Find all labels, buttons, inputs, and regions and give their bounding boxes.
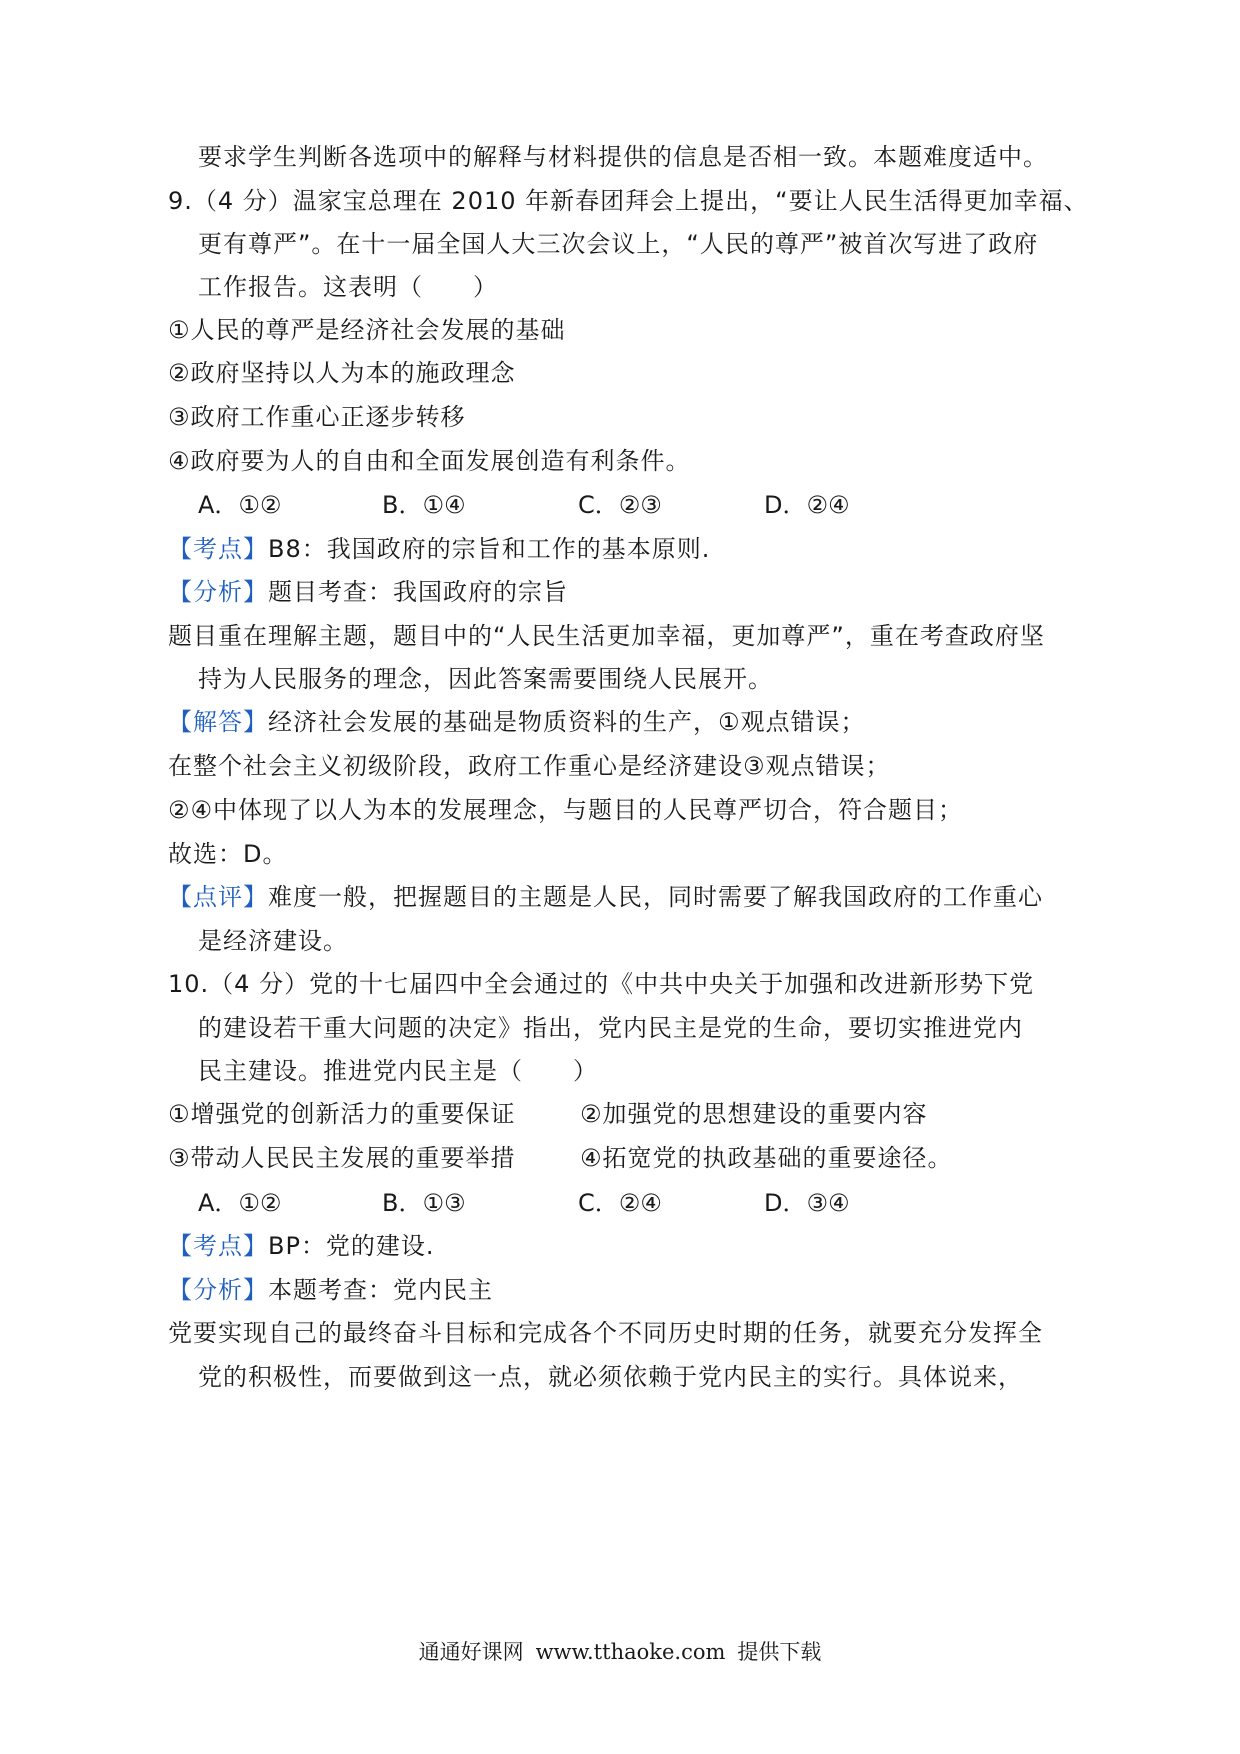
fenxi-tag: 【分析】 xyxy=(168,578,268,606)
question-10-stem: 民主建设。推进党内民主是（ ） xyxy=(198,1057,598,1085)
fenxi-text: 本题考查：党内民主 xyxy=(268,1276,493,1304)
question-9-stem: 更有尊严”。在十一届全国人大三次会议上，“人民的尊严”被首次写进了政府 xyxy=(198,230,1039,258)
jieda-body: ②④中体现了以人为本的发展理念，与题目的人民尊严切合，符合题目； xyxy=(168,796,964,824)
fenxi-tag: 【分析】 xyxy=(168,1276,268,1304)
text-line: 要求学生判断各选项中的解释与材料提供的信息是否相一致。本题难度适中。 xyxy=(198,143,1048,171)
statement-item: ①增强党的创新活力的重要保证 xyxy=(168,1100,516,1128)
statement-item: ②政府坚持以人为本的施政理念 xyxy=(168,359,516,387)
kaodian-line xyxy=(168,1231,435,1261)
option-a: A．①② xyxy=(198,1189,282,1217)
jieda-body: 故选：D。 xyxy=(168,840,288,868)
statement-item: ③带动人民民主发展的重要举措 xyxy=(168,1144,516,1172)
jieda-line xyxy=(168,707,866,737)
option-c: C．②④ xyxy=(578,1189,662,1217)
fenxi-text: 题目考查：我国政府的宗旨 xyxy=(268,578,568,606)
jieda-body: 在整个社会主义初级阶段，政府工作重心是经济建设③观点错误； xyxy=(168,752,891,780)
footer-url[interactable]: www.tthaoke.com xyxy=(535,1640,726,1664)
option-d: D．②④ xyxy=(764,491,850,519)
fenxi-line xyxy=(168,577,568,607)
dianping-text: 难度一般，把握题目的主题是人民，同时需要了解我国政府的工作重心 xyxy=(268,883,1043,911)
option-b: B．①③ xyxy=(382,1189,466,1217)
jieda-text: 经济社会发展的基础是物质资料的生产，①观点错误； xyxy=(268,708,866,736)
question-9-stem: 工作报告。这表明（ ） xyxy=(198,273,498,301)
page-footer xyxy=(0,1636,1240,1666)
dianping-line xyxy=(168,882,1043,912)
fenxi-body: 题目重在理解主题，题目中的“人民生活更加幸福，更加尊严”，重在考查政府坚 xyxy=(168,622,1045,650)
fenxi-line xyxy=(168,1275,493,1305)
jieda-tag: 【解答】 xyxy=(168,708,268,736)
footer-suffix: 提供下载 xyxy=(737,1640,822,1664)
fenxi-body: 持为人民服务的理念，因此答案需要围绕人民展开。 xyxy=(198,665,773,693)
question-10-stem: 10.（4 分）党的十七届四中全会通过的《中共中央关于加强和改进新形势下党 xyxy=(168,970,1035,998)
dianping-tag: 【点评】 xyxy=(168,883,268,911)
statement-item: ①人民的尊严是经济社会发展的基础 xyxy=(168,316,566,344)
option-d: D．③④ xyxy=(764,1189,850,1217)
dianping-body: 是经济建设。 xyxy=(198,927,348,955)
kaodian-tag: 【考点】 xyxy=(168,1232,268,1260)
option-c: C．②③ xyxy=(578,491,662,519)
fenxi-body: 党的积极性，而要做到这一点，就必须依赖于党内民主的实行。具体说来， xyxy=(198,1363,1023,1391)
kaodian-tag: 【考点】 xyxy=(168,535,268,563)
statement-item: ②加强党的思想建设的重要内容 xyxy=(580,1100,928,1128)
option-b: B．①④ xyxy=(382,491,466,519)
statement-item: ④政府要为人的自由和全面发展创造有利条件。 xyxy=(168,447,691,475)
statement-item: ③政府工作重心正逐步转移 xyxy=(168,403,466,431)
footer-site: 通通好课网 xyxy=(418,1640,524,1664)
question-9-stem: 9.（4 分）温家宝总理在 2010 年新春团拜会上提出，“要让人民生活得更加幸福、 xyxy=(168,187,1089,215)
statement-item: ④拓宽党的执政基础的重要途径。 xyxy=(580,1144,953,1172)
kaodian-text: B8：我国政府的宗旨和工作的基本原则. xyxy=(268,535,711,563)
option-a: A．①② xyxy=(198,491,282,519)
fenxi-body: 党要实现自己的最终奋斗目标和完成各个不同历史时期的任务，就要充分发挥全 xyxy=(168,1319,1043,1347)
question-10-stem: 的建设若干重大问题的决定》指出，党内民主是党的生命，要切实推进党内 xyxy=(198,1014,1023,1042)
kaodian-line xyxy=(168,534,710,564)
kaodian-text: BP：党的建设. xyxy=(268,1232,435,1260)
